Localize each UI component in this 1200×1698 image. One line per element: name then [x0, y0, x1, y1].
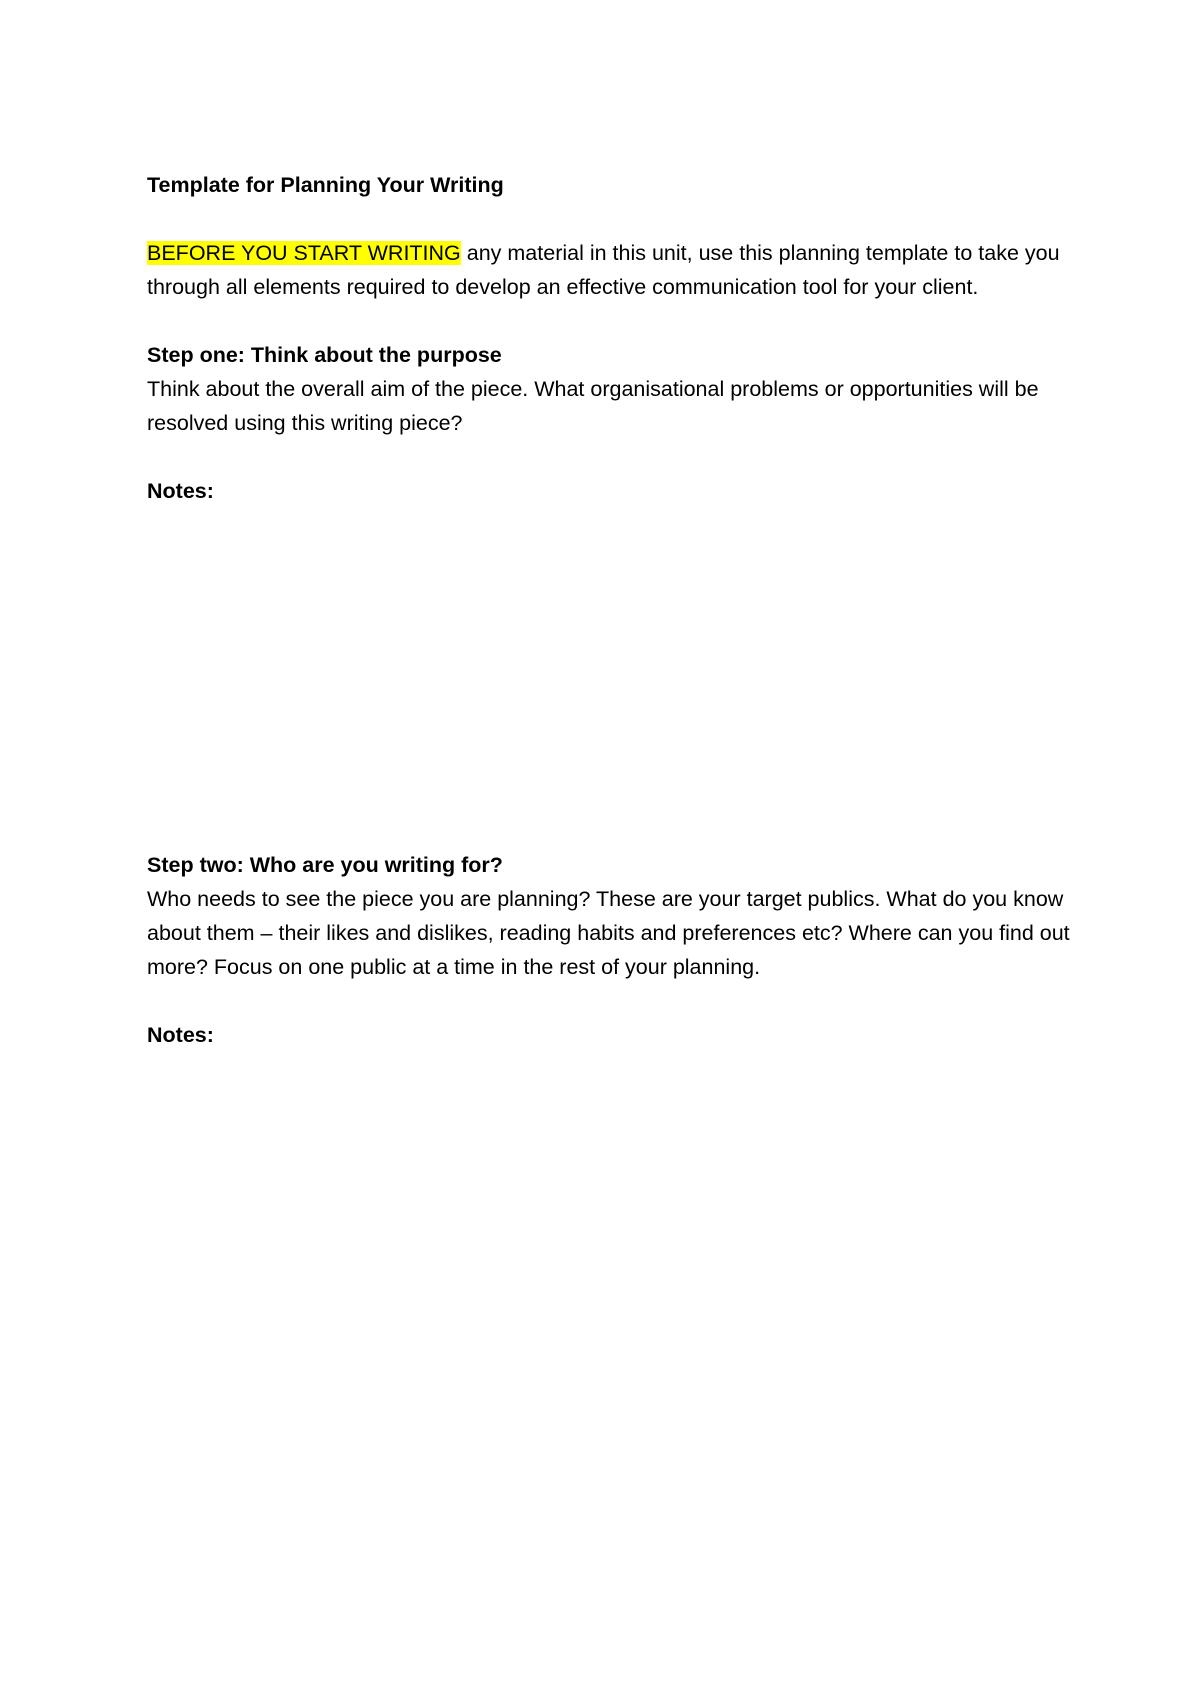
spacer	[147, 440, 1077, 474]
intro-paragraph	[147, 236, 1077, 304]
intro-highlight: BEFORE YOU START WRITING	[147, 241, 461, 265]
step-one-notes-area	[147, 508, 1077, 848]
spacer	[147, 202, 1077, 236]
intro-text: any material in this unit, use this planning template to take you through all elements required to develop an effective communication tool for your client.	[147, 241, 1060, 299]
document-content	[147, 168, 1077, 1052]
spacer	[147, 984, 1077, 1018]
step-one-section	[147, 338, 1077, 848]
step-two-section	[147, 848, 1077, 1052]
step-two-body: Who needs to see the piece you are planning? These are your target publics. What do you know about them – their likes and dislikes, reading habits and preferences etc? Where can you find out more? Focus on one public at a time in the rest of your planning.	[147, 887, 1070, 979]
step-two-heading: Step two: Who are you writing for?	[147, 853, 503, 877]
step-one-heading: Step one: Think about the purpose	[147, 343, 502, 367]
document-title: Template for Planning Your Writing	[147, 173, 504, 197]
step-one-notes-label: Notes:	[147, 479, 214, 503]
step-one-body: Think about the overall aim of the piece. What organisational problems or opportunities will be resolved using this writing piece?	[147, 377, 1039, 435]
step-two-notes-label: Notes:	[147, 1023, 214, 1047]
spacer	[147, 304, 1077, 338]
